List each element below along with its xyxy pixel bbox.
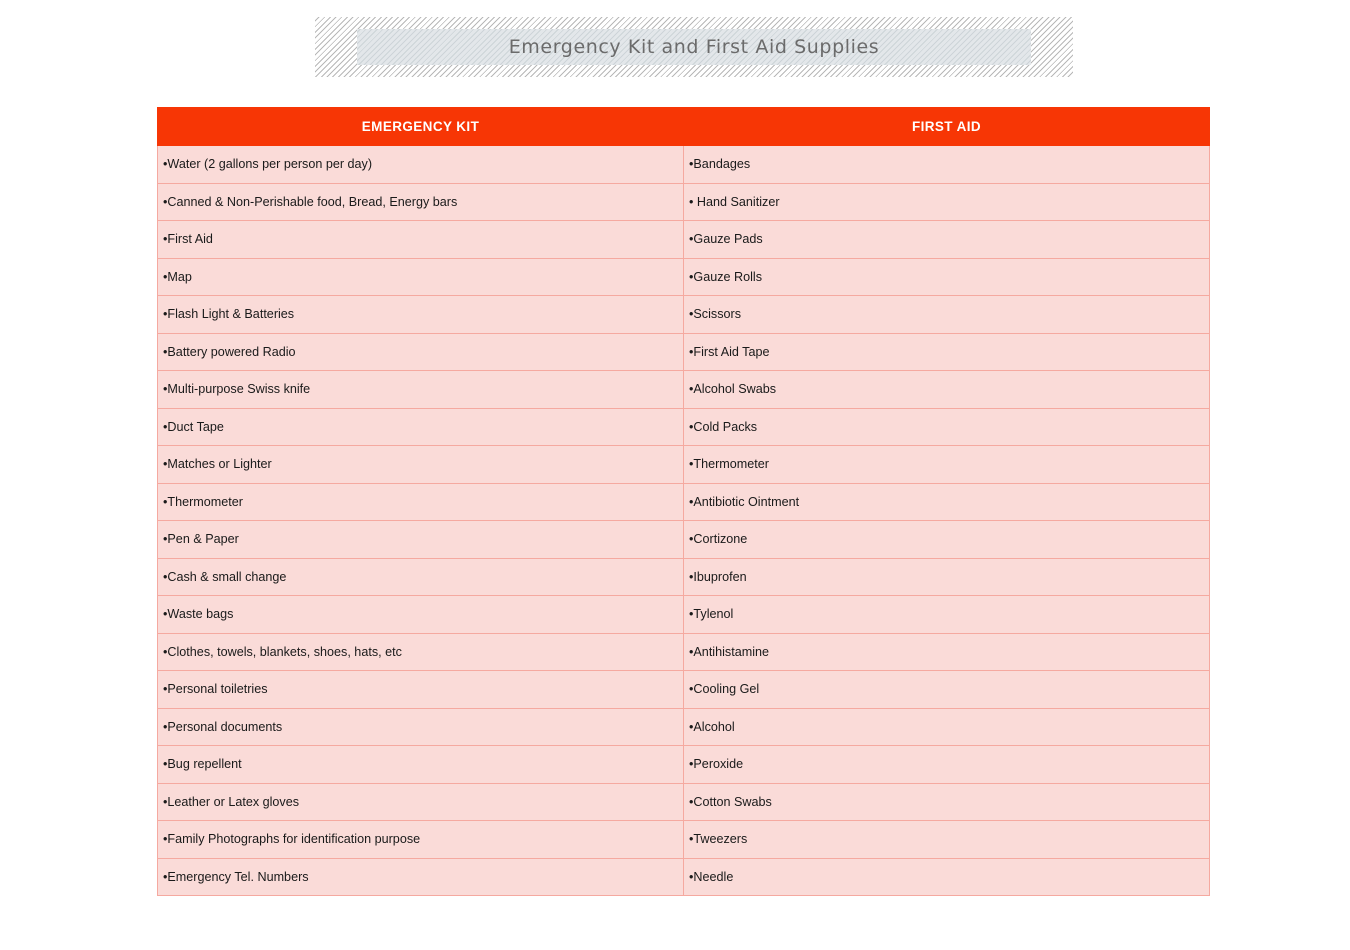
table-row — [158, 446, 1210, 484]
table-row — [158, 258, 1210, 296]
first-aid-item: •Alcohol Swabs — [684, 371, 1210, 409]
emergency-kit-item: •Emergency Tel. Numbers — [158, 858, 684, 896]
emergency-kit-item: •Thermometer — [158, 483, 684, 521]
table-row — [158, 146, 1210, 184]
emergency-kit-item: •Multi-purpose Swiss knife — [158, 371, 684, 409]
first-aid-item: •Peroxide — [684, 746, 1210, 784]
table-row — [158, 783, 1210, 821]
first-aid-item: •Thermometer — [684, 446, 1210, 484]
emergency-kit-item: •Personal toiletries — [158, 671, 684, 709]
supplies-table-container — [157, 107, 1209, 896]
supplies-table — [157, 107, 1210, 896]
emergency-kit-item: •Cash & small change — [158, 558, 684, 596]
first-aid-item: • Hand Sanitizer — [684, 183, 1210, 221]
first-aid-item: •Antihistamine — [684, 633, 1210, 671]
first-aid-item: •Tweezers — [684, 821, 1210, 859]
table-row — [158, 596, 1210, 634]
emergency-kit-item: •Duct Tape — [158, 408, 684, 446]
first-aid-item: •Cold Packs — [684, 408, 1210, 446]
emergency-kit-item: •Map — [158, 258, 684, 296]
table-row — [158, 671, 1210, 709]
first-aid-item: •Gauze Rolls — [684, 258, 1210, 296]
emergency-kit-item: •Clothes, towels, blankets, shoes, hats, etc — [158, 633, 684, 671]
table-row — [158, 821, 1210, 859]
table-row — [158, 296, 1210, 334]
first-aid-item: •Tylenol — [684, 596, 1210, 634]
emergency-kit-item: •Leather or Latex gloves — [158, 783, 684, 821]
emergency-kit-item: •Waste bags — [158, 596, 684, 634]
first-aid-item: •Antibiotic Ointment — [684, 483, 1210, 521]
emergency-kit-item: •Personal documents — [158, 708, 684, 746]
first-aid-item: •Cortizone — [684, 521, 1210, 559]
table-row — [158, 558, 1210, 596]
emergency-kit-item: •Water (2 gallons per person per day) — [158, 146, 684, 184]
first-aid-item: •Needle — [684, 858, 1210, 896]
table-row — [158, 371, 1210, 409]
table-row — [158, 633, 1210, 671]
emergency-kit-item: •Canned & Non-Perishable food, Bread, Energy bars — [158, 183, 684, 221]
table-row — [158, 183, 1210, 221]
table-body — [158, 146, 1210, 896]
emergency-kit-item: •Bug repellent — [158, 746, 684, 784]
emergency-kit-item: •Family Photographs for identification purpose — [158, 821, 684, 859]
column-header-emergency-kit: EMERGENCY KIT — [158, 108, 684, 146]
table-row — [158, 221, 1210, 259]
table-row — [158, 333, 1210, 371]
title-plate — [357, 29, 1031, 65]
emergency-kit-item: •Flash Light & Batteries — [158, 296, 684, 334]
first-aid-item: •Bandages — [684, 146, 1210, 184]
first-aid-item: •Ibuprofen — [684, 558, 1210, 596]
table-header-row — [158, 108, 1210, 146]
table-row — [158, 483, 1210, 521]
first-aid-item: •Scissors — [684, 296, 1210, 334]
emergency-kit-item: •First Aid — [158, 221, 684, 259]
emergency-kit-item: •Matches or Lighter — [158, 446, 684, 484]
table-row — [158, 746, 1210, 784]
emergency-kit-item: •Pen & Paper — [158, 521, 684, 559]
first-aid-item: •Alcohol — [684, 708, 1210, 746]
table-row — [158, 858, 1210, 896]
page-title: Emergency Kit and First Aid Supplies — [508, 36, 880, 58]
emergency-kit-item: •Battery powered Radio — [158, 333, 684, 371]
first-aid-item: •First Aid Tape — [684, 333, 1210, 371]
first-aid-item: •Cooling Gel — [684, 671, 1210, 709]
column-header-first-aid: FIRST AID — [684, 108, 1210, 146]
table-row — [158, 521, 1210, 559]
first-aid-item: •Cotton Swabs — [684, 783, 1210, 821]
title-banner — [315, 17, 1073, 77]
table-row — [158, 708, 1210, 746]
first-aid-item: •Gauze Pads — [684, 221, 1210, 259]
table-row — [158, 408, 1210, 446]
